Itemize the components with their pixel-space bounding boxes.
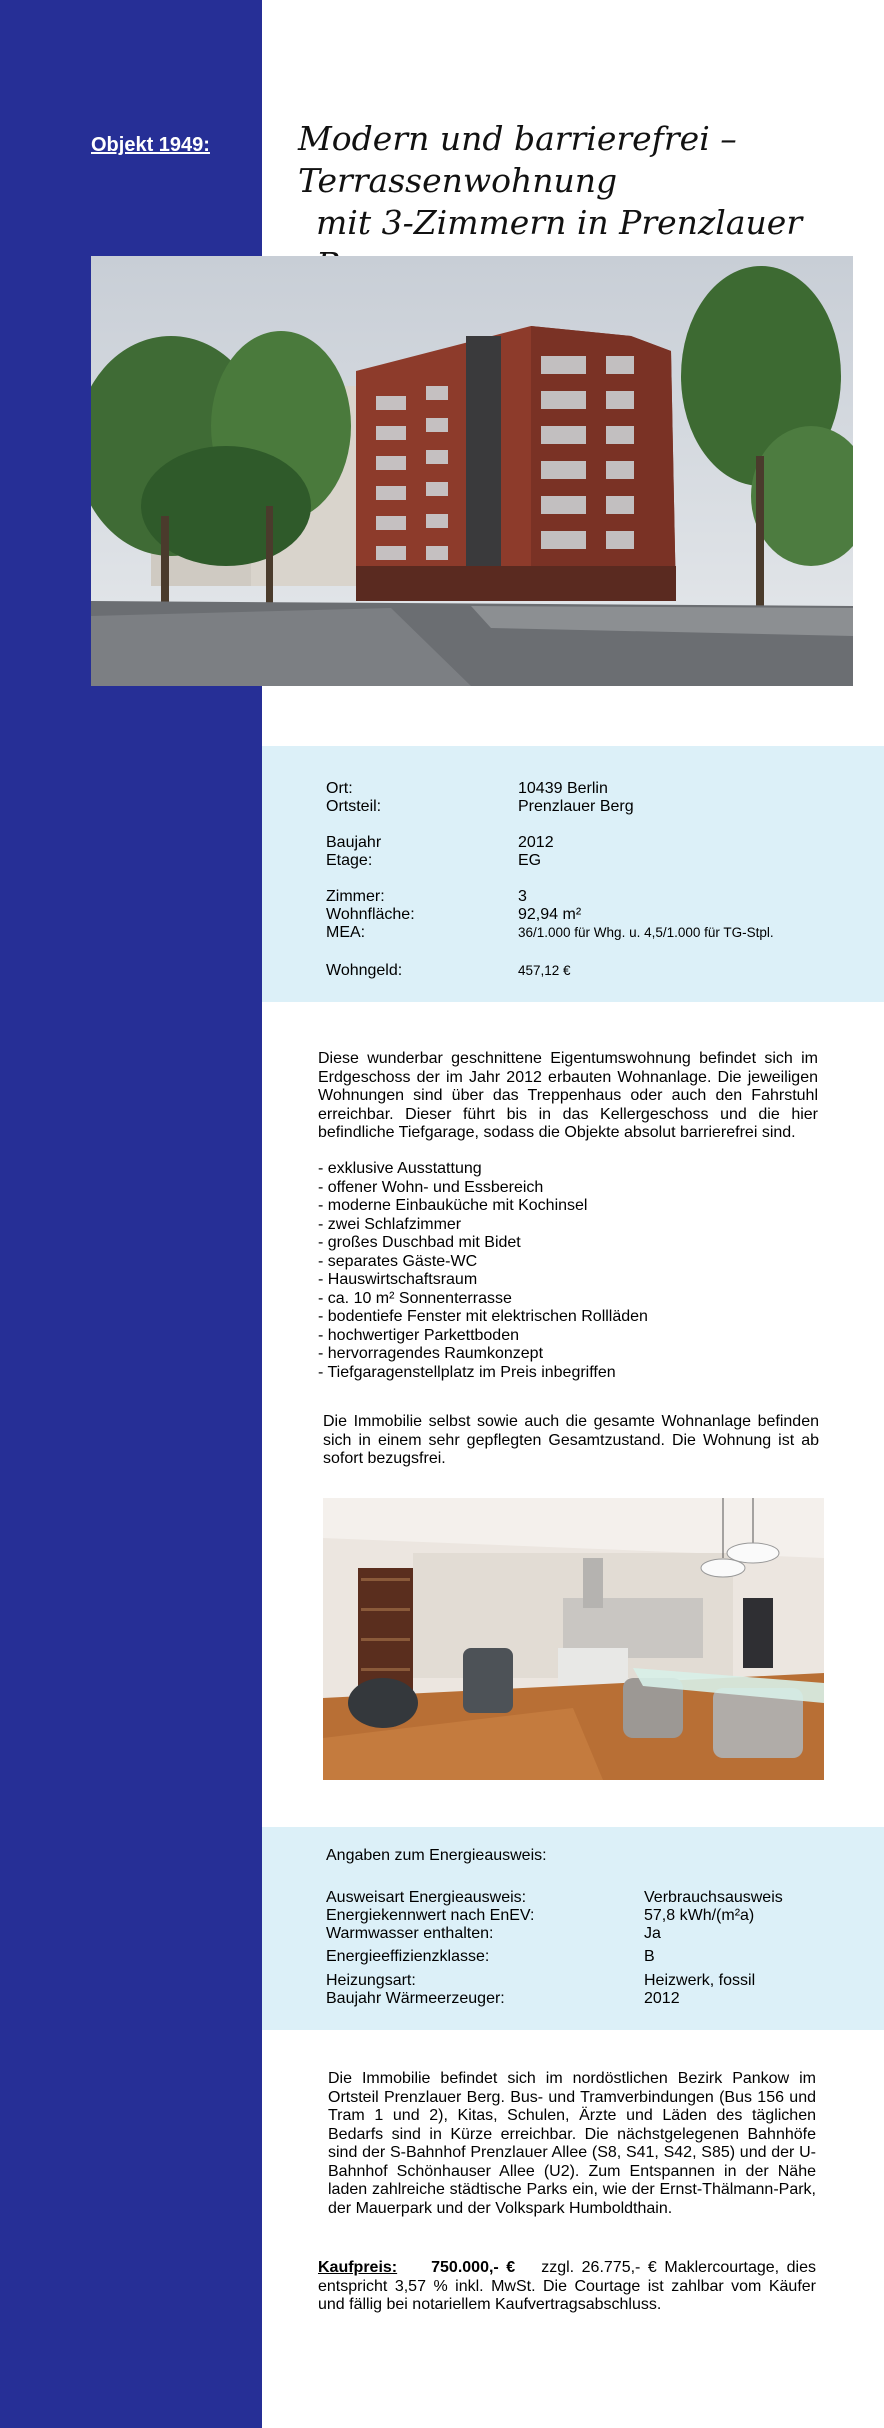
- price-note: zzgl. 26.775,- € Maklercourtage, dies entspricht 3,57 % inkl. MwSt. Die Courtage ist zahlbar vom Käufer und fällig bei notariellem Kaufvertragsabschluss.: [318, 2259, 817, 2313]
- price-block: [318, 2259, 816, 2315]
- feature-item: - Tiefgaragenstellplatz im Preis inbegriffen: [318, 1363, 616, 1381]
- zimmer-label: Zimmer:: [326, 888, 385, 905]
- energy-heading: Angaben zum Energieausweis:: [326, 1847, 547, 1864]
- ort-label: Ort:: [326, 780, 353, 797]
- description-intro: Diese wunderbar geschnittene Eigentumswohnung befindet sich im Erdgeschoss der im Jahr 2012 erbauten Wohnanlage. Die jeweiligen Wohnungen sind über das Treppenhaus oder auch den Fahrstuhl erreichbar. Dieser führt bis in das Kellergeschoss und die hier befindliche Tiefgarage, sodass die Objekte absolut barrierefrei sind.: [318, 1050, 818, 1141]
- feature-item: - ca. 10 m² Sonnenterrasse: [318, 1289, 512, 1307]
- price-label: Kaufpreis:: [318, 2259, 398, 2276]
- energy-value: 2012: [644, 1990, 680, 2007]
- title-line-1: Modern und barrierefrei – Terrassenwohnung: [298, 119, 737, 200]
- energy-value: B: [644, 1948, 655, 1965]
- feature-item: - zwei Schlafzimmer: [318, 1215, 462, 1233]
- ortsteil-label: Ortsteil:: [326, 798, 382, 815]
- energy-value: Verbrauchsausweis: [644, 1889, 783, 1906]
- energy-label: Energiekennwert nach EnEV:: [326, 1907, 535, 1924]
- energy-panel: [262, 1827, 884, 2030]
- baujahr-label: Baujahr: [326, 834, 382, 851]
- feature-item: - exklusive Ausstattung: [318, 1160, 482, 1177]
- interior-photo: [323, 1498, 824, 1780]
- wohnflaeche-value: 92,94 m²: [518, 906, 582, 923]
- ort-value: 10439 Berlin: [518, 780, 608, 797]
- feature-item: - moderne Einbauküche mit Kochinsel: [318, 1197, 588, 1214]
- price-value: 750.000,- €: [431, 2259, 516, 2276]
- energy-value: Heizwerk, fossil: [644, 1972, 756, 1989]
- wohngeld-label: Wohngeld:: [326, 962, 403, 979]
- ortsteil-value: Prenzlauer Berg: [518, 798, 634, 815]
- condition-text: Die Immobilie selbst sowie auch die gesamte Wohnanlage befinden sich in einem sehr gepflegten Gesamtzustand. Die Wohnung ist ab sofort bezugsfrei.: [323, 1413, 819, 1467]
- location-text: Die Immobilie befindet sich im nordöstlichen Bezirk Pankow im Ortsteil Prenzlauer Berg. Bus- und Tramverbindungen (Bus 156 und Tram 1 und 2), Kitas, Schulen, Ärzte und Läden des täglichen Bedarfs sind in Kürze erreichbar. Die nächstgelegenen Bahnhöfe sind der S-Bahnhof Prenzlauer Allee (S8, S41, S42, S85) und der U-Bahnhof Schönhauser Allee (U2). Zum Entspannen in der Nähe laden zahlreiche städtische Parks ein, wie der Ernst-Thälmann-Park, der Mauerpark und der Volkspark Humboldthain.: [328, 2070, 816, 2217]
- object-number: Objekt 1949:: [91, 134, 210, 156]
- energy-label: Ausweisart Energieausweis:: [326, 1889, 527, 1906]
- zimmer-value: 3: [518, 888, 527, 905]
- etage-value: EG: [518, 852, 542, 869]
- feature-item: - bodentiefe Fenster mit elektrischen Rollläden: [318, 1308, 648, 1325]
- feature-item: - hervorragendes Raumkonzept: [318, 1345, 544, 1362]
- energy-label: Energieeffizienzklasse:: [326, 1948, 490, 1965]
- feature-item: - offener Wohn- und Essbereich: [318, 1178, 544, 1196]
- feature-item: - Hauswirtschaftsraum: [318, 1271, 478, 1288]
- mea-value: 36/1.000 für Whg. u. 4,5/1.000 für TG-Stpl.: [518, 925, 774, 940]
- wohnflaeche-label: Wohnfläche:: [326, 906, 415, 923]
- facts-panel: [262, 746, 884, 1002]
- feature-item: - hochwertiger Parkettboden: [318, 1326, 519, 1344]
- baujahr-value: 2012: [518, 834, 554, 851]
- wohngeld-value: 457,12 €: [518, 963, 571, 978]
- energy-value: Ja: [644, 1925, 661, 1942]
- title-line-2: mit 3-Zimmern in Prenzlauer: [316, 203, 803, 242]
- feature-item: - großes Duschbad mit Bidet: [318, 1234, 521, 1251]
- energy-label: Baujahr Wärmeerzeuger:: [326, 1990, 505, 2007]
- etage-label: Etage:: [326, 852, 373, 869]
- building-photo: [91, 256, 853, 686]
- mea-label: MEA:: [326, 924, 366, 941]
- feature-list: [318, 1160, 648, 1382]
- feature-item: - separates Gäste-WC: [318, 1252, 478, 1270]
- energy-value: 57,8 kWh/(m²a): [644, 1907, 755, 1924]
- energy-label: Heizungsart:: [326, 1972, 416, 1989]
- energy-label: Warmwasser enthalten:: [326, 1925, 494, 1942]
